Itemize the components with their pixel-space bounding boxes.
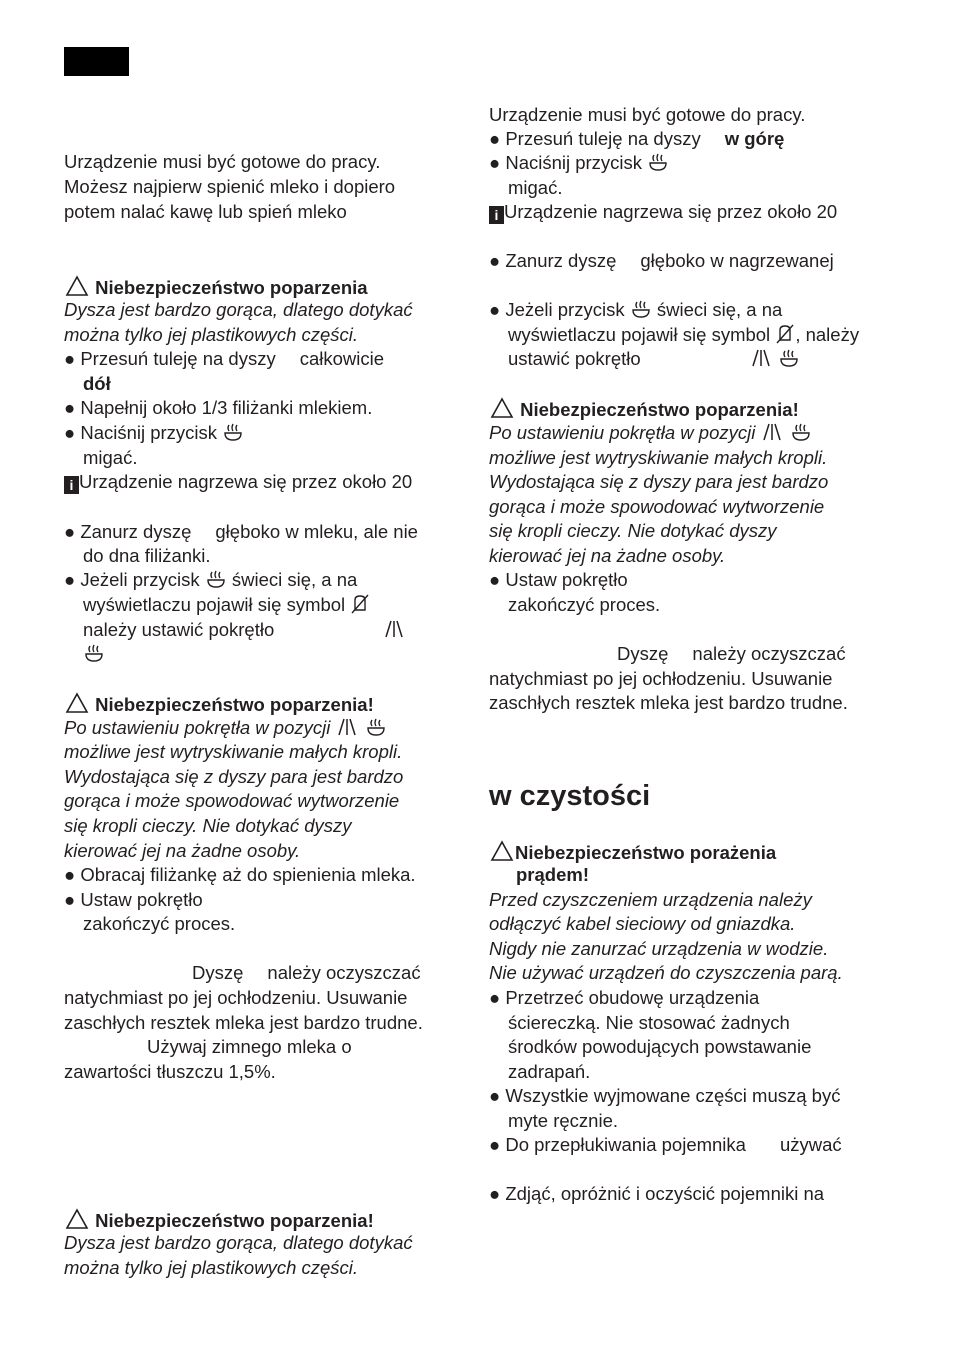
- list-item: ● Do przepłukiwania pojemnika używać: [489, 1134, 842, 1155]
- clean-line: zaschłych resztek mleka jest bardzo trudne.: [489, 692, 848, 713]
- warning-text: Dysza jest bardzo gorąca, dlatego dotykać: [64, 299, 413, 320]
- clean-line: Dyszę należy oczyszczać: [192, 962, 421, 983]
- list-item: ● Przetrzeć obudowę urządzenia: [489, 987, 760, 1008]
- list-item: ● Jeżeli przycisk świeci się, a na: [64, 569, 358, 590]
- warning-title: Niebezpieczeństwo poparzenia!: [64, 1208, 374, 1232]
- list-item-cont: migać.: [508, 177, 563, 198]
- warning-text: się kropli cieczy. Nie dotykać dyszy: [64, 815, 352, 836]
- list-item: ● Napełnij około 1/3 filiżanki mlekiem.: [64, 397, 373, 418]
- warning-text: gorąca i może spowodować wytworzenie: [64, 790, 400, 811]
- steam-icon: [790, 422, 812, 442]
- info-line: i Urządzenie nagrzewa się przez około 20: [64, 471, 412, 494]
- warning-title: Niebezpieczeństwo poparzenia!: [489, 397, 799, 421]
- list-item: ● Zanurz dyszę głęboko w mleku, ale nie: [64, 521, 418, 542]
- warning-text: można tylko jej plastikowych części.: [64, 1257, 359, 1278]
- warning-text: Wydostająca się z dyszy para jest bardzo: [64, 766, 404, 787]
- page-tab-marker: [64, 47, 129, 76]
- clean-line: Dyszę należy oczyszczać: [617, 643, 846, 664]
- list-item-cont: do dna filiżanki.: [83, 545, 211, 566]
- crossed-cup-icon: [775, 324, 795, 344]
- warning-title: Niebezpieczeństwo poparzenia: [64, 275, 368, 299]
- steam-icon: [778, 348, 800, 368]
- list-item-cont: zakończyć proces.: [83, 913, 236, 934]
- list-item-cont: myte ręcznie.: [508, 1110, 619, 1131]
- list-item: ● Jeżeli przycisk świeci się, a na: [489, 299, 783, 320]
- warning-icon: [489, 397, 515, 419]
- steam-icon: [630, 299, 652, 319]
- list-item: ● Zdjąć, opróżnić i oczyścić pojemniki na: [489, 1183, 825, 1204]
- warning-text: Nigdy nie zanurzać urządzenia w wodzie.: [489, 938, 829, 959]
- info-icon: i: [489, 206, 504, 224]
- warning-text: odłączyć kabel sieciowy od gniazdka.: [489, 913, 796, 934]
- list-item-cont: wyświetlaczu pojawił się symbol: [83, 594, 370, 616]
- warning-text: Przed czyszczeniem urządzenia należy: [489, 889, 812, 910]
- warning-text: możliwe jest wytryskiwanie małych kropli.: [489, 447, 828, 468]
- list-item-cont: zakończyć proces.: [508, 594, 661, 615]
- warning-text: Dysza jest bardzo gorąca, dlatego dotykać: [64, 1232, 413, 1253]
- clean-line: zaschłych resztek mleka jest bardzo trudne.: [64, 1012, 423, 1033]
- warning-text: się kropli cieczy. Nie dotykać dyszy: [489, 520, 777, 541]
- warning-text: kierować jej na żadne osoby.: [64, 840, 301, 861]
- warning-title: Niebezpieczeństwo porażenia: [489, 840, 776, 864]
- warning-text: kierować jej na żadne osoby.: [489, 545, 726, 566]
- list-item-cont: należy ustawić pokrętło: [83, 619, 406, 641]
- warning-title-cont: prądem!: [516, 864, 589, 885]
- intro-line: Możesz najpierw spienić mleko i dopiero: [64, 176, 396, 197]
- list-item: ● Obracaj filiżankę aż do spienienia mleka.: [64, 864, 416, 885]
- list-item: ● Naciśnij przycisk: [64, 422, 244, 444]
- list-item-cont: [83, 643, 105, 665]
- warning-text: gorąca i może spowodować wytworzenie: [489, 496, 825, 517]
- crossed-cup-icon: [350, 594, 370, 614]
- section-heading: w czystości: [489, 780, 651, 812]
- steam-icon: [205, 569, 227, 589]
- list-item-cont: migać.: [83, 447, 138, 468]
- warning-title: Niebezpieczeństwo poparzenia!: [64, 692, 374, 716]
- tip-line: Używaj zimnego mleka o: [147, 1036, 352, 1057]
- clean-line: natychmiast po jej ochłodzeniu. Usuwanie: [64, 987, 408, 1008]
- list-item: ● Przesuń tuleję na dyszy całkowicie: [64, 348, 385, 369]
- warning-icon: [64, 1208, 90, 1230]
- rays-icon: [382, 619, 406, 639]
- info-icon: i: [64, 476, 79, 494]
- warning-text: Nie używać urządzeń do czyszczenia parą.: [489, 962, 843, 983]
- info-line: i Urządzenie nagrzewa się przez około 20: [489, 201, 837, 224]
- list-item-cont: dół: [83, 373, 111, 394]
- list-item: ● Naciśnij przycisk: [489, 152, 669, 174]
- list-item-cont: ustawić pokrętło: [508, 348, 800, 370]
- clean-line: natychmiast po jej ochłodzeniu. Usuwanie: [489, 668, 833, 689]
- warning-icon: [64, 692, 90, 714]
- warning-text: możliwe jest wytryskiwanie małych kropli.: [64, 741, 403, 762]
- list-item: ● Zanurz dyszę głęboko w nagrzewanej: [489, 250, 834, 271]
- list-item: ● Przesuń tuleję na dyszy w górę: [489, 128, 785, 149]
- rays-icon: [749, 348, 773, 368]
- rays-icon: [335, 717, 359, 737]
- warning-text: Wydostająca się z dyszy para jest bardzo: [489, 471, 829, 492]
- list-item-cont: wyświetlaczu pojawił się symbol , należy: [508, 324, 860, 345]
- list-item-cont: ściereczką. Nie stosować żadnych: [508, 1012, 790, 1033]
- warning-text: Po ustawieniu pokrętła w pozycji: [64, 717, 387, 739]
- steam-icon: [222, 422, 244, 442]
- warning-icon: [489, 840, 515, 862]
- warning-icon: [64, 275, 90, 297]
- list-item: ● Wszystkie wyjmowane części muszą być: [489, 1085, 841, 1106]
- list-item-cont: środków powodujących powstawanie: [508, 1036, 812, 1057]
- rays-icon: [760, 422, 784, 442]
- list-item: ● Ustaw pokrętło: [489, 569, 628, 590]
- list-item: ● Ustaw pokrętło: [64, 889, 203, 910]
- warning-text: Po ustawieniu pokrętła w pozycji: [489, 422, 812, 444]
- intro-line: potem nalać kawę lub spień mleko: [64, 201, 347, 222]
- steam-icon: [83, 643, 105, 663]
- tip-line: zawartości tłuszczu 1,5%.: [64, 1061, 276, 1082]
- steam-icon: [647, 152, 669, 172]
- intro-line: Urządzenie musi być gotowe do pracy.: [64, 151, 381, 172]
- intro-line: Urządzenie musi być gotowe do pracy.: [489, 104, 806, 125]
- warning-text: można tylko jej plastikowych części.: [64, 324, 359, 345]
- list-item-cont: zadrapań.: [508, 1061, 591, 1082]
- steam-icon: [365, 717, 387, 737]
